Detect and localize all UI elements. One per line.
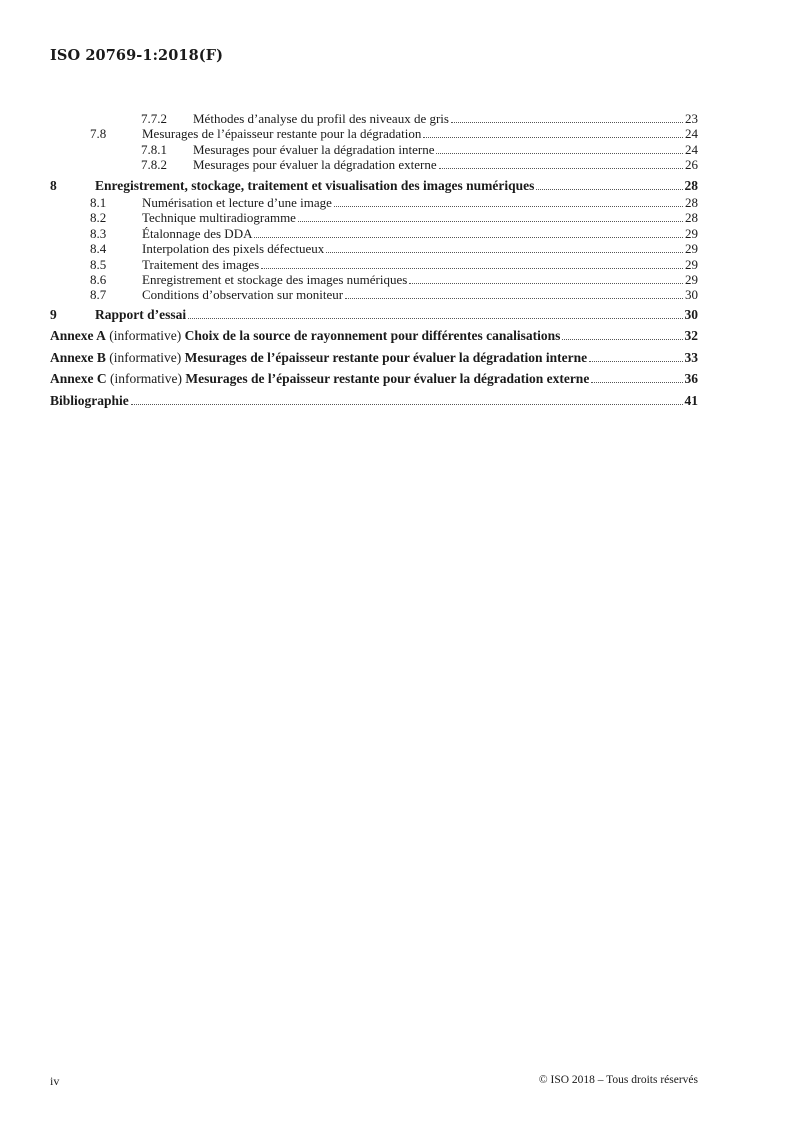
toc-entry-8[interactable] <box>50 178 698 193</box>
toc-entry-7-8-2[interactable] <box>50 157 698 172</box>
toc-entry-page: 30 <box>685 287 698 303</box>
dot-leader <box>261 268 683 269</box>
dot-leader <box>451 122 683 123</box>
toc-entry-page: 29 <box>685 225 698 241</box>
toc-entry-number: 7.7.2 <box>141 111 167 126</box>
toc-entry-number: 8.6 <box>90 272 107 288</box>
toc-entry-title: Traitement des images <box>142 256 260 272</box>
toc-entry-page: 32 <box>684 328 698 344</box>
annex-title: Mesurages de l’épaisseur restante pour évaluer la dégradation externe <box>185 371 590 387</box>
annex-label: Annexe C <box>50 371 107 387</box>
dot-leader <box>188 318 682 319</box>
toc-entry-title: Méthodes d’analyse du profil des niveaux de gris <box>193 111 449 126</box>
toc-entry-8-7[interactable] <box>50 287 698 302</box>
dot-leader <box>131 404 683 405</box>
toc-entry-7-7-2[interactable] <box>50 111 698 126</box>
dot-leader <box>439 168 683 169</box>
toc-entry-number: 7.8.2 <box>141 157 167 173</box>
toc-entry-page: 28 <box>685 195 698 211</box>
toc-entry-number: 8.3 <box>90 225 107 241</box>
toc-entry-title: Étalonnage des DDA <box>142 225 253 241</box>
toc-entry-title: Rapport d’essai <box>95 306 187 322</box>
toc-entry-8-3[interactable] <box>50 226 698 241</box>
toc-entry-page: 29 <box>685 241 698 257</box>
toc-entry-page: 26 <box>685 157 698 173</box>
dot-leader <box>345 298 683 299</box>
toc-entry-title: Interpolation des pixels défectueux <box>142 241 325 257</box>
toc-annex-c[interactable] <box>50 371 698 386</box>
toc-entry-title: Technique multiradiogramme <box>142 210 296 226</box>
bibliography-title: Bibliographie <box>50 392 129 408</box>
toc-entry-page: 28 <box>684 177 698 193</box>
toc-bibliography[interactable] <box>50 393 698 408</box>
toc-entry-title: Enregistrement et stockage des images numériques <box>142 272 408 288</box>
toc-entry-number: 8 <box>50 177 57 193</box>
toc-entry-page: 23 <box>685 111 698 126</box>
toc-annex-a[interactable] <box>50 328 698 343</box>
dot-leader <box>409 283 683 284</box>
document-header: ISO 20769-1:2018(F) <box>50 47 224 64</box>
toc-entry-page: 29 <box>685 256 698 272</box>
annex-label: Annexe B <box>50 349 106 365</box>
toc-entry-number: 8.4 <box>90 241 107 257</box>
toc-entry-page: 36 <box>684 371 698 387</box>
toc-entry-number: 8.5 <box>90 256 107 272</box>
toc-entry-8-1[interactable] <box>50 195 698 210</box>
toc-entry-number: 8.2 <box>90 210 107 226</box>
toc-entry-number: 8.7 <box>90 287 107 303</box>
toc-entry-title: Mesurages pour évaluer la dégradation interne <box>193 141 435 157</box>
toc-entry-title: Mesurages de l’épaisseur restante pour la dégradation <box>142 126 422 142</box>
dot-leader <box>589 361 682 362</box>
toc-entry-number: 8.1 <box>90 195 107 211</box>
toc-entry-number: 7.8 <box>90 126 107 142</box>
footer-page-number: iv <box>50 1074 60 1088</box>
annex-label: Annexe A <box>50 328 106 344</box>
toc-entry-7-8[interactable] <box>50 126 698 141</box>
annex-type: (informative) <box>109 349 182 365</box>
annex-type: (informative) <box>110 371 182 387</box>
toc-entry-number: 9 <box>50 306 57 322</box>
toc-entry-page: 28 <box>685 210 698 226</box>
table-of-contents <box>50 111 698 408</box>
dot-leader <box>536 189 682 190</box>
dot-leader <box>562 339 682 340</box>
dot-leader <box>334 206 683 207</box>
toc-entry-8-4[interactable] <box>50 241 698 256</box>
footer-copyright: © ISO 2018 – Tous droits réservés <box>538 1074 698 1086</box>
toc-entry-title: Enregistrement, stockage, traitement et visualisation des images numériques <box>95 177 535 193</box>
dot-leader <box>298 221 683 222</box>
annex-title: Choix de la source de rayonnement pour différentes canalisations <box>184 328 561 344</box>
dot-leader <box>591 382 682 383</box>
toc-entry-page: 29 <box>685 272 698 288</box>
toc-entry-8-2[interactable] <box>50 210 698 225</box>
toc-entry-title: Mesurages pour évaluer la dégradation externe <box>193 157 437 173</box>
toc-entry-page: 24 <box>685 126 698 142</box>
toc-entry-number: 7.8.1 <box>141 141 167 157</box>
annex-type: (informative) <box>109 328 182 344</box>
toc-entry-7-8-1[interactable] <box>50 142 698 157</box>
toc-entry-page: 41 <box>684 392 698 408</box>
dot-leader <box>326 252 683 253</box>
dot-leader <box>254 237 683 238</box>
dot-leader <box>436 153 683 154</box>
toc-entry-page: 33 <box>684 349 698 365</box>
toc-entry-page: 30 <box>684 306 698 322</box>
toc-entry-page: 24 <box>685 141 698 157</box>
toc-entry-9[interactable] <box>50 307 698 322</box>
annex-title: Mesurages de l’épaisseur restante pour évaluer la dégradation interne <box>184 349 588 365</box>
toc-entry-8-6[interactable] <box>50 272 698 287</box>
toc-annex-b[interactable] <box>50 350 698 365</box>
toc-entry-title: Numérisation et lecture d’une image <box>142 195 332 211</box>
toc-entry-title: Conditions d’observation sur moniteur <box>142 287 344 303</box>
dot-leader <box>423 137 683 138</box>
toc-entry-8-5[interactable] <box>50 257 698 272</box>
